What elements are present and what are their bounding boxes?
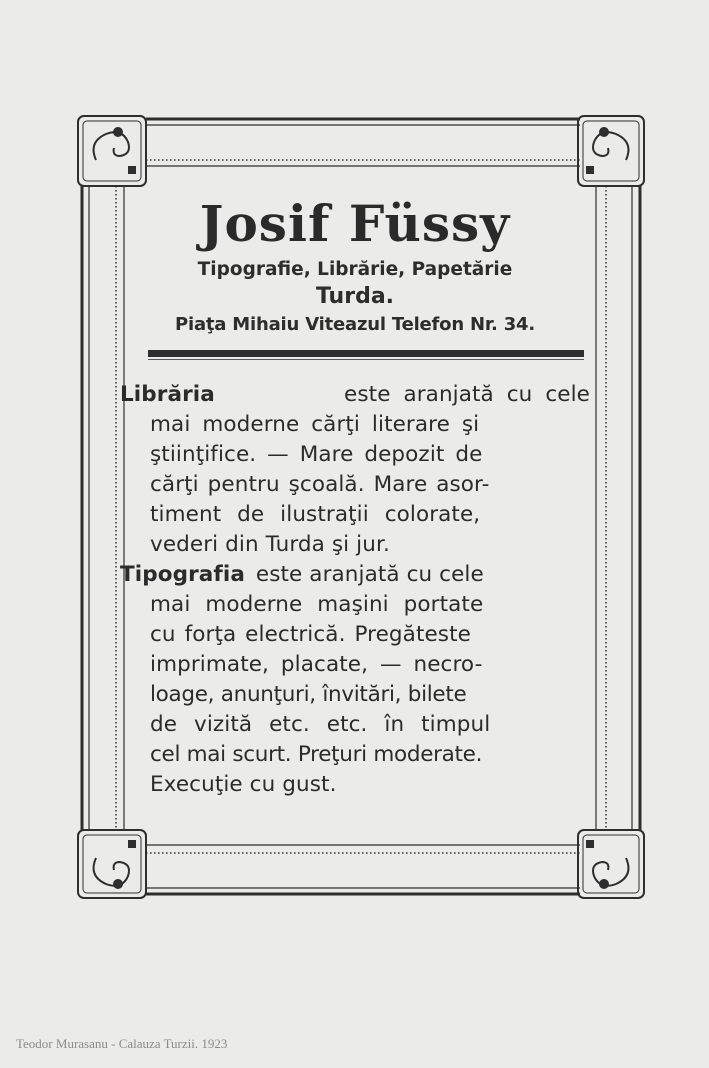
advertisement-content — [120, 196, 590, 800]
divider-thick — [148, 350, 584, 357]
business-services: Tipografie, Librărie, Papetărie — [197, 259, 513, 280]
libraria-line-2: mai moderne cărţi literare şi — [150, 412, 480, 437]
corner-ornament-icon — [78, 116, 146, 186]
corner-ornament-icon — [578, 116, 644, 186]
business-name: Josif Füssy — [199, 194, 511, 253]
business-city: Turda. — [315, 284, 395, 309]
image-credit: Teodor Murasanu - Calauza Turzii. 1923 — [16, 1036, 228, 1051]
libraria-line-6: vederi din Turda şi jur. — [150, 532, 390, 557]
tipografia-line-4: imprimate, placate, — necro- — [150, 652, 483, 677]
tipografia-line-8: Execuţie cu gust. — [150, 772, 337, 797]
libraria-line-3: ştiinţifice. — Mare depozit de — [150, 442, 483, 467]
tipografia-lead: Tipografia — [120, 562, 245, 587]
paragraph-line — [120, 380, 590, 410]
libraria-line-1: este aranjată cu cele — [344, 382, 590, 407]
libraria-lead: Librăria — [120, 382, 215, 407]
business-address: Piaţa Mihaiu Viteazul Telefon Nr. 34. — [174, 314, 535, 335]
tipografia-line-7: cel mai scurt. Preţuri moderate. — [150, 742, 483, 767]
corner-ornament-icon — [78, 830, 146, 898]
tipografia-line-6: de vizită etc. etc. în timpul — [150, 712, 491, 737]
libraria-line-5: timent de ilustraţii colorate, — [150, 502, 481, 527]
libraria-paragraph — [120, 380, 590, 560]
paragraph-line — [120, 560, 590, 590]
tipografia-paragraph — [120, 560, 590, 800]
tipografia-line-3: cu forţa electrică. Pregăteste — [150, 622, 471, 647]
libraria-line-4: cărţi pentru şcoală. Mare asor- — [150, 472, 490, 497]
tipografia-line-5: loage, anunţuri, învitări, bilete — [150, 682, 467, 707]
tipografia-line-2: mai moderne maşini portate — [150, 592, 484, 617]
corner-ornament-icon — [578, 830, 644, 898]
tipografia-line-1: este aranjată cu cele — [255, 562, 484, 587]
